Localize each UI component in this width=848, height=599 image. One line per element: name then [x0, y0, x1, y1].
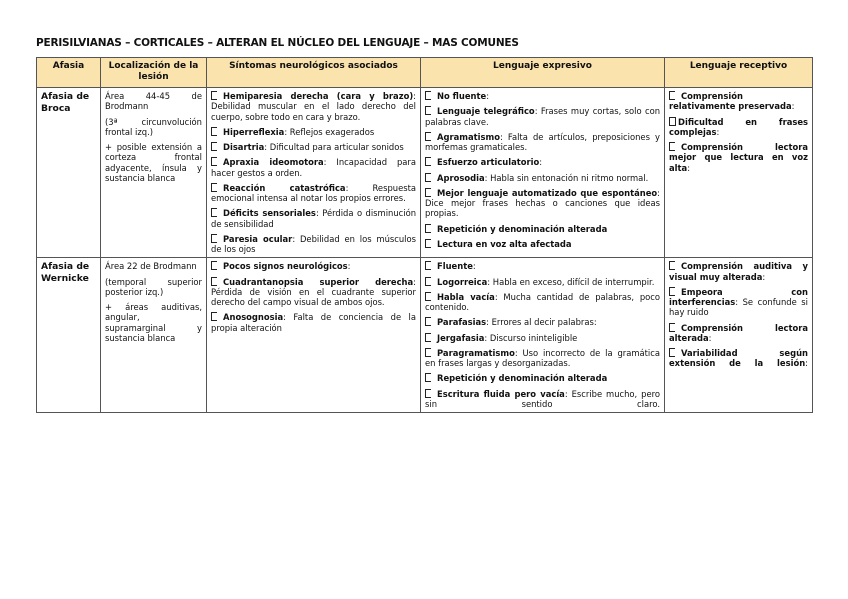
item-description: :	[716, 126, 720, 137]
item-description: :	[472, 261, 476, 272]
checkbox-icon	[425, 373, 431, 382]
item-term: Comprensión relativamente preservada	[669, 91, 792, 112]
list-item	[669, 117, 808, 138]
item-description: :	[347, 261, 351, 272]
checkbox-icon	[425, 91, 431, 100]
item-term: Repetición y denominación alterada	[437, 223, 608, 234]
checkbox-icon	[669, 91, 675, 100]
item-term: Escritura fluida pero vacía	[437, 388, 565, 399]
item-description: :	[791, 101, 795, 112]
checkbox-icon	[669, 117, 676, 126]
cell-expresivo	[421, 88, 665, 258]
location-line: + áreas auditivas, angular, supramarginal y sustancia blanca	[105, 302, 202, 343]
list-item	[669, 323, 808, 344]
item-description: : Dice mejor frases hechas o canciones que ideas propias.	[425, 187, 660, 219]
item-description: : Pérdida de visión en el cuadrante superior derecho del campo visual de ambos ojos.	[211, 276, 416, 307]
list-item	[211, 234, 416, 255]
item-description: :	[805, 358, 808, 369]
checkbox-icon	[425, 188, 431, 197]
checkbox-icon	[425, 348, 431, 357]
checkbox-icon	[425, 173, 431, 182]
checkbox-icon	[425, 292, 431, 301]
item-description: : Reflejos exagerados	[284, 126, 375, 137]
checkbox-icon	[211, 277, 217, 286]
item-term: Repetición y denominación alterada	[437, 373, 608, 384]
checkbox-icon	[425, 157, 431, 166]
location-line: (temporal superior posterior izq.)	[105, 276, 202, 297]
item-description: : Falta de artículos, preposiciones y morfemas gramaticales.	[425, 131, 660, 152]
item-description: :	[486, 91, 490, 101]
item-term: Anosognosia	[223, 312, 284, 323]
checkbox-icon	[425, 106, 431, 115]
item-description: :	[708, 332, 712, 343]
checkbox-icon	[211, 312, 217, 321]
checkbox-icon	[669, 142, 675, 151]
header-localizacion: Localización de la lesión	[101, 58, 207, 88]
item-description: : Frases muy cortas, solo con palabras clave.	[425, 106, 660, 127]
checkbox-icon	[425, 224, 431, 233]
item-term: Dificultad en frases complejas	[669, 116, 808, 137]
checkbox-icon	[669, 348, 675, 357]
cell-sintomas	[207, 258, 421, 413]
item-term: Fluente	[437, 261, 473, 272]
cell-receptivo	[665, 258, 813, 413]
item-term: Aprosodia	[437, 172, 485, 183]
item-term: Comprensión lectora mejor que lectura en voz alta	[669, 142, 808, 173]
item-description: : Discurso ininteligible	[484, 332, 578, 343]
list-item	[425, 239, 660, 249]
location-line: Área 44-45 de Brodmann	[105, 91, 202, 112]
item-term: Déficits sensoriales	[223, 208, 316, 219]
item-description: : Dificultad para articular sonidos	[264, 142, 404, 152]
item-term: Jergafasia	[437, 332, 485, 343]
item-term: Lenguaje telegráfico	[437, 106, 535, 117]
item-term: Comprensión lectora alterada	[669, 322, 808, 343]
item-term: Mejor lenguaje automatizado que espontáneo	[437, 187, 658, 198]
aphasia-table	[36, 57, 813, 413]
item-description: : Habla sin entonación ni ritmo normal.	[484, 172, 649, 183]
item-description: : Debilidad muscular en el lado derecho del cuerpo, sobre todo en cara y brazo.	[211, 91, 416, 122]
cell-expresivo	[421, 258, 665, 413]
header-sintomas: Síntomas neurológicos asociados	[207, 58, 421, 88]
item-description: : Falta de conciencia de la propia alteración	[211, 312, 416, 333]
list-item	[425, 317, 660, 327]
item-term: Empeora con interferencias	[669, 286, 808, 307]
item-term: Paresia ocular	[223, 233, 293, 244]
list-item	[425, 91, 660, 101]
checkbox-icon	[425, 261, 431, 270]
checkbox-icon	[211, 208, 217, 217]
checkbox-icon	[669, 323, 675, 332]
header-expresivo: Lenguaje expresivo	[421, 58, 665, 88]
list-item	[425, 333, 660, 343]
item-term: Cuadrantanopsia superior derecha	[223, 276, 414, 287]
page-title: PERISILVIANAS – CORTICALES – ALTERAN EL NÚCLEO DEL LENGUAJE – MAS COMUNES	[36, 37, 519, 49]
list-item	[669, 287, 808, 318]
list-item	[669, 142, 808, 173]
checkbox-icon	[211, 157, 217, 166]
item-term: Esfuerzo articulatorio	[437, 157, 540, 168]
checkbox-icon	[211, 183, 217, 192]
list-item	[425, 389, 660, 410]
item-term: Hemiparesia derecha (cara y brazo)	[223, 91, 414, 101]
item-term: No fluente	[437, 91, 487, 101]
list-item	[211, 157, 416, 178]
list-item	[425, 132, 660, 153]
list-item	[425, 277, 660, 287]
checkbox-icon	[425, 132, 431, 141]
list-item	[425, 292, 660, 313]
list-item	[669, 91, 808, 112]
cell-sintomas	[207, 88, 421, 258]
item-term: Agramatismo	[437, 131, 500, 142]
item-term: Logorreica	[437, 276, 488, 287]
item-description: :	[762, 271, 766, 282]
item-description: : Escribe mucho, pero sin sentido claro.	[425, 388, 660, 409]
item-term: Parafasias	[437, 317, 487, 328]
checkbox-icon	[211, 234, 217, 243]
list-item	[211, 277, 416, 308]
location-line: Área 22 de Brodmann	[105, 261, 197, 272]
checkbox-icon	[211, 142, 217, 151]
list-item	[211, 261, 416, 271]
checkbox-icon	[425, 239, 431, 248]
checkbox-icon	[211, 261, 217, 270]
item-description: : Respuesta emocional intensa al notar los propios errores.	[211, 182, 416, 203]
aphasia-name: Afasia de Broca	[37, 88, 101, 258]
item-description: : Debilidad en los músculos de los ojos	[211, 233, 416, 254]
list-item	[425, 106, 660, 127]
list-item	[425, 224, 660, 234]
checkbox-icon	[425, 389, 431, 398]
checkbox-icon	[669, 287, 675, 296]
checkbox-icon	[669, 261, 675, 270]
list-item	[211, 208, 416, 229]
list-item	[211, 142, 416, 152]
item-description: : Errores al decir palabras:	[486, 317, 597, 328]
item-term: Comprensión auditiva y visual muy alterada	[669, 261, 808, 282]
item-description: :	[539, 157, 543, 168]
item-term: Lectura en voz alta afectada	[437, 238, 572, 249]
item-term: Paragramatismo	[437, 347, 515, 358]
item-term: Variabilidad según extensión de la lesión	[669, 348, 808, 369]
checkbox-icon	[425, 277, 431, 286]
item-description: : Mucha cantidad de palabras, poco contenido.	[425, 291, 660, 312]
list-item	[425, 373, 660, 383]
item-term: Pocos signos neurológicos	[223, 261, 348, 272]
header-receptivo: Lenguaje receptivo	[665, 58, 813, 88]
item-term: Apraxia ideomotora	[223, 157, 324, 168]
item-term: Reacción catastrófica	[223, 182, 346, 193]
list-item	[669, 261, 808, 282]
list-item	[211, 312, 416, 333]
item-description: : Habla en exceso, difícil de interrumpir.	[487, 276, 655, 287]
list-item	[425, 188, 660, 219]
lesion-location	[101, 88, 207, 258]
list-item	[669, 348, 808, 369]
list-item	[211, 183, 416, 204]
cell-receptivo	[665, 88, 813, 258]
list-item	[425, 261, 660, 271]
header-afasia: Afasia	[37, 58, 101, 88]
item-description: : Se confunde si hay ruido	[669, 297, 808, 318]
checkbox-icon	[211, 127, 217, 136]
item-description: : Uso incorrecto de la gramática en frases largas y desorganizadas.	[425, 347, 660, 368]
checkbox-icon	[425, 317, 431, 326]
checkbox-icon	[425, 333, 431, 342]
header-row	[37, 58, 813, 88]
item-term: Disartria	[223, 142, 265, 152]
item-description: : Incapacidad para hacer gestos a orden.	[211, 157, 416, 178]
list-item	[211, 127, 416, 137]
list-item	[425, 173, 660, 183]
table-row	[37, 258, 813, 413]
table-row	[37, 88, 813, 258]
item-term: Habla vacía	[437, 291, 495, 302]
location-line: (3ª circunvolución frontal izq.)	[105, 116, 202, 137]
item-description: :	[687, 162, 691, 173]
aphasia-name: Afasia de Wernicke	[37, 258, 101, 413]
list-item	[211, 91, 416, 122]
list-item	[425, 348, 660, 369]
item-term: Hiperreflexia	[223, 126, 285, 137]
checkbox-icon	[211, 91, 217, 100]
list-item	[425, 157, 660, 167]
lesion-location	[101, 258, 207, 413]
location-line: + posible extensión a corteza frontal adyacente, ínsula y sustancia blanca	[105, 142, 202, 183]
item-description: : Pérdida o disminución de sensibilidad	[211, 208, 416, 229]
